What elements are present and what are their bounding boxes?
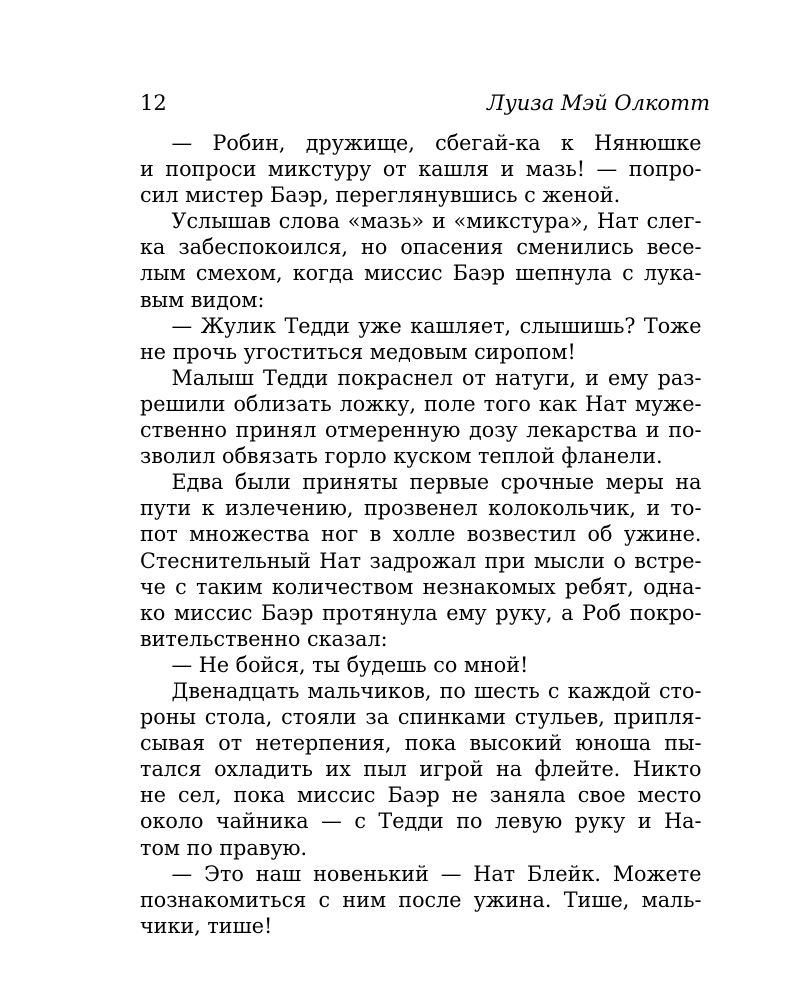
text-line: — Жулик Тедди уже кашляет, слышишь? Тоже [171, 313, 702, 338]
text-line: ственно принял отмеренную дозу лекарства и по- [140, 418, 702, 443]
text-line: Едва были приняты первые срочные меры на [171, 470, 702, 495]
text-line: лым смехом, когда миссис Баэр шепнула с лука- [140, 261, 702, 286]
text-line: познакомиться с ним после ужина. Тише, маль- [140, 887, 702, 912]
body-text [140, 130, 710, 939]
text-line: вым видом: [140, 287, 265, 312]
running-head [140, 90, 710, 116]
text-line: Малыш Тедди покраснел от натуги, и ему раз- [171, 365, 702, 390]
running-title-author: Луиза Мэй Олкотт [487, 91, 710, 115]
text-line: ко миссис Баэр протянула ему руку, а Роб покро- [140, 600, 702, 625]
text-line: — Это наш новенький — Нат Блейк. Можете [171, 861, 702, 886]
text-line: Услышав слова «мазь» и «микстура», Нат слег- [171, 209, 702, 234]
text-line: Двенадцать мальчиков, по шесть с каждой сто- [171, 678, 702, 703]
text-line: пути к излечению, прозвенел колокольчик, и то- [140, 496, 702, 521]
text-line: тался охладить их пыл игрой на флейте. Никто [140, 757, 702, 782]
text-line: Стеснительный Нат задрожал при мысли о встре- [140, 548, 702, 573]
text-line: около чайника — с Тедди по левую руку и На- [140, 809, 702, 834]
text-line: сывая от нетерпения, пока высокий юноша пы- [140, 731, 702, 756]
text-line: чики, тише! [140, 913, 273, 938]
text-line: не сел, пока миссис Баэр не заняла свое место [140, 783, 702, 808]
text-line: вительственно сказал: [140, 626, 388, 651]
text-line: и попроси микстуру от кашля и мазь! — попро- [140, 157, 702, 182]
text-line: че с таким количеством незнакомых ребят, одна- [140, 574, 702, 599]
text-line: роны стола, стояли за спинками стульев, припля- [140, 705, 702, 730]
page-number: 12 [140, 91, 167, 115]
text-line: сил мистер Баэр, переглянувшись с женой. [140, 183, 621, 208]
text-line: не прочь угоститься медовым сиропом! [140, 339, 576, 364]
text-line: решили облизать ложку, поле того как Нат муже- [140, 391, 702, 416]
text-line: том по правую. [140, 835, 308, 860]
text-line: зволил обвязать горло куском теплой фланели. [140, 444, 663, 469]
text-line: — Не бойся, ты будешь со мной! [171, 652, 529, 677]
text-line: — Робин, дружище, сбегай-ка к Нянюшке [171, 131, 702, 155]
text-line: пот множества ног в холле возвестил об ужине. [140, 522, 702, 547]
text-line: ка забеспокоился, но опасения сменились весе- [140, 235, 702, 260]
